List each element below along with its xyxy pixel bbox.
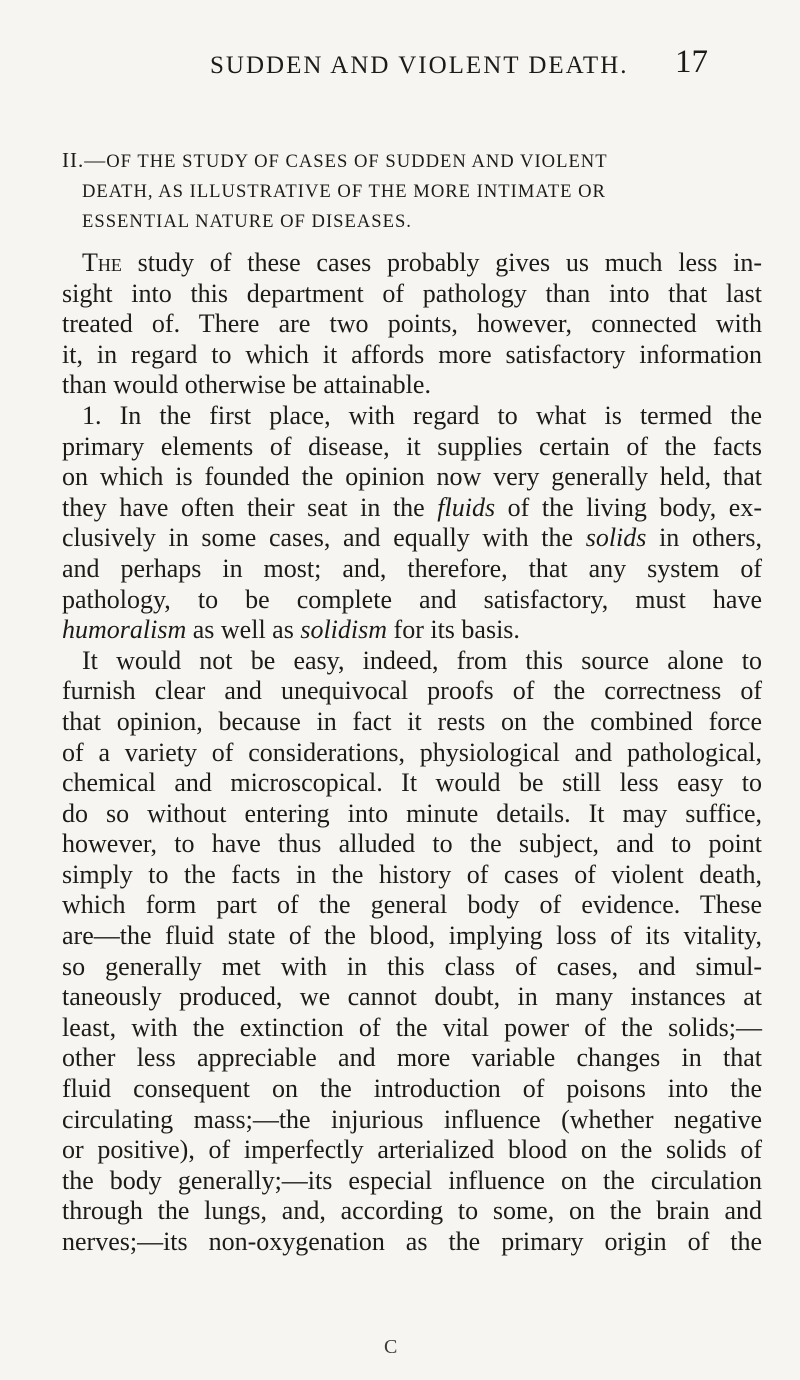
text-line: primary elements of disease, it supplies certain of the facts — [62, 431, 762, 461]
text-line: which form part of the general body of evidence. These — [62, 890, 762, 920]
text-line: than would otherwise be attainable. — [62, 370, 431, 400]
emphasis-humoralism: humoralism — [62, 615, 187, 645]
text-line: The study of these cases probably gives us much less in- — [82, 248, 762, 277]
text-line: least, with the extinction of the vital power of the solids;— — [62, 1012, 762, 1042]
text-line: and perhaps in most; and, therefore, that any system of — [62, 553, 762, 583]
text-line: do so without entering into minute details. It may suffice, — [62, 798, 762, 828]
text-line: the body generally;—its especial influence on the circulation — [62, 1165, 762, 1195]
opening-word: The — [82, 248, 122, 277]
section-heading — [62, 145, 762, 237]
section-number: II.— — [62, 148, 107, 172]
text-line: furnish clear and unequivocal proofs of the correctness of — [62, 676, 762, 706]
text-line: clusively in some cases, and equally with the solids in others, — [62, 523, 763, 553]
text-line: pathology, to be complete and satisfactory, must have — [62, 584, 762, 614]
section-heading-line-1 — [62, 145, 762, 177]
text-line: other less appreciable and more variable changes in that — [62, 1043, 762, 1073]
section-heading-line-3: ESSENTIAL NATURE OF DISEASES. — [82, 211, 412, 232]
signature-mark: C — [384, 1336, 398, 1358]
body-text — [62, 248, 762, 1258]
text-line: taneously produced, we cannot doubt, in many instances at — [62, 982, 762, 1012]
text-line: It would not be easy, indeed, from this source alone to — [82, 645, 762, 675]
page-number: 17 — [675, 44, 708, 80]
section-heading-text-1: OF THE STUDY OF CASES OF SUDDEN AND VIOLENT — [106, 151, 608, 172]
text-line: of a variety of considerations, physiological and pathological, — [62, 737, 762, 767]
text-line: that opinion, because in fact it rests on the combined force — [62, 706, 762, 736]
emphasis-fluids: fluids — [437, 492, 496, 522]
text-line: circulating mass;—the injurious influence (whether negative — [62, 1104, 762, 1134]
text-line: so generally met with in this class of cases, and simul- — [62, 951, 762, 981]
emphasis-solids: solids — [585, 523, 647, 553]
text-line: or positive), of imperfectly arterialized blood on the solids of — [62, 1135, 762, 1165]
running-head: SUDDEN AND VIOLENT DEATH. — [210, 52, 629, 79]
text-line: simply to the facts in the history of cases of violent death, — [62, 859, 762, 889]
text-line: however, to have thus alluded to the subject, and to point — [62, 829, 762, 859]
text-line: are—the fluid state of the blood, implying loss of its vitality, — [62, 921, 762, 951]
text-line: on which is founded the opinion now very generally held, that — [62, 462, 762, 492]
text-line: sight into this department of pathology than into that last — [62, 278, 762, 308]
emphasis-solidism: solidism — [300, 615, 388, 645]
text-line: it, in regard to which it affords more satisfactory information — [62, 339, 762, 369]
section-heading-line-2: DEATH, AS ILLUSTRATIVE OF THE MORE INTIMATE OR — [82, 181, 606, 202]
text-line: treated of. There are two points, however, connected with — [62, 309, 762, 339]
text-line: 1. In the first place, with regard to what is termed the — [82, 400, 762, 430]
text-line: humoralism as well as solidism for its basis. — [62, 615, 520, 645]
text-line: chemical and microscopical. It would be still less easy to — [62, 768, 762, 798]
text-line: they have often their seat in the fluids of the living body, ex- — [62, 492, 762, 522]
text-line: fluid consequent on the introduction of poisons into the — [62, 1074, 762, 1104]
text-line: nerves;—its non-oxygenation as the primary origin of the — [62, 1227, 762, 1256]
text-line: through the lungs, and, according to some, on the brain and — [62, 1196, 762, 1226]
